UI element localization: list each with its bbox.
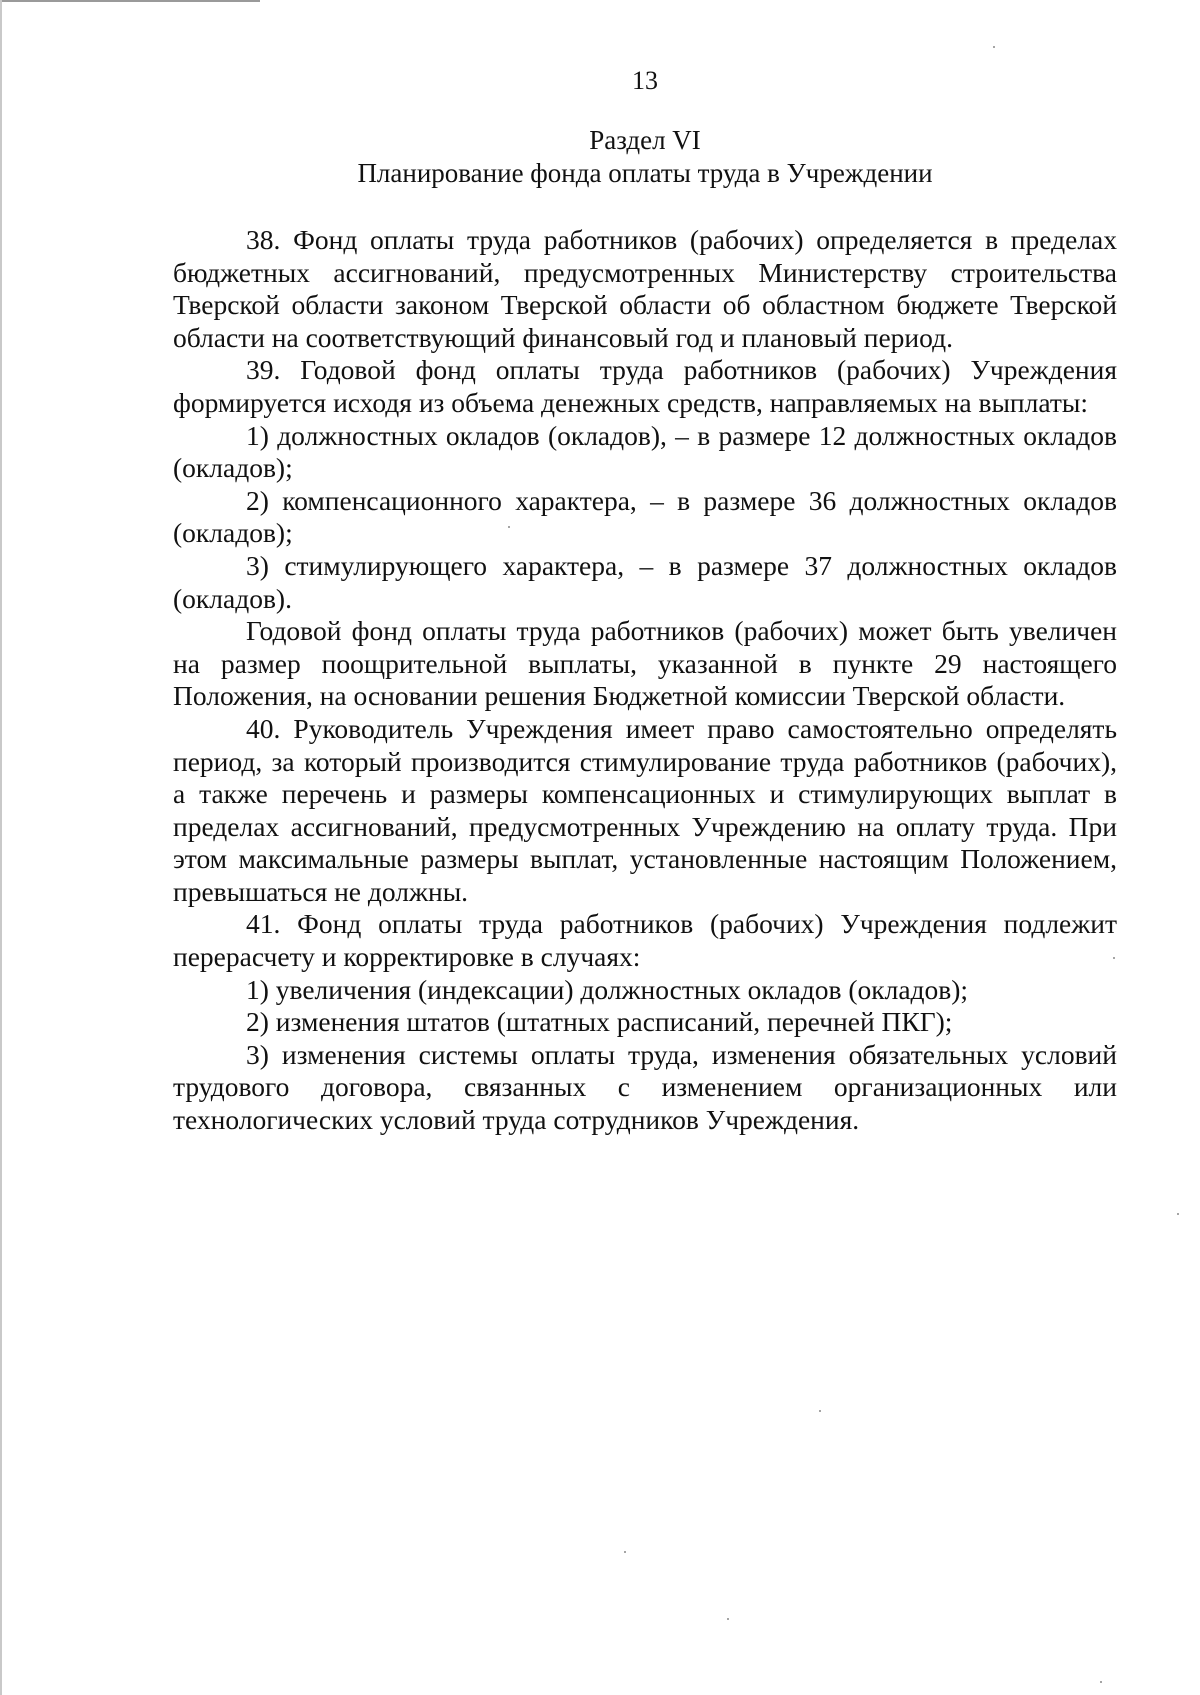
paragraph-38: 38. Фонд оплаты труда работников (рабочих) определяется в пределах бюджетных ассигнований, предусмотренных Министерству строительства Тверской области законом Тверской области об областном бюджете Тверской области на соответствующий финансовый год и плановый период.	[173, 224, 1117, 353]
paragraph-39-item-3: 3) стимулирующего характера, – в размере 37 должностных окладов (окладов).	[173, 549, 1117, 614]
scan-speck	[508, 526, 510, 528]
paragraph-41: 41. Фонд оплаты труда работников (рабочих) Учреждения подлежит перерасчету и корректировке в случаях:	[173, 908, 1117, 973]
scan-speck	[727, 1618, 729, 1620]
paragraph-40: 40. Руководитель Учреждения имеет право самостоятельно определять период, за который производится стимулирование труда работников (рабочих), а также перечень и размеры компенсационных и стимулирующих выплат в пределах ассигнований, предусмотренных Учреждению на оплату труда. При этом максимальные размеры выплат, установленные настоящим Положением, превышаться не должны.	[173, 712, 1117, 907]
scan-edge-left	[0, 0, 2, 1695]
scan-speck	[1177, 1213, 1179, 1215]
paragraph-39-item-1: 1) должностных окладов (окладов), – в размере 12 должностных окладов (окладов);	[173, 419, 1117, 484]
section-label: Раздел VI	[589, 125, 701, 155]
scan-speck	[819, 1410, 821, 1412]
paragraph-41-item-2: 2) изменения штатов (штатных расписаний, перечней ПКГ);	[246, 1006, 953, 1038]
paragraph-39-item-2: 2) компенсационного характера, – в размере 36 должностных окладов (окладов);	[173, 484, 1117, 549]
scan-edge-top	[0, 0, 260, 2]
document-body	[173, 224, 1117, 1137]
scan-speck	[1100, 1681, 1102, 1683]
scan-speck	[993, 46, 995, 48]
scan-speck	[624, 1551, 626, 1553]
page-number: 13	[632, 66, 658, 95]
scan-speck	[1113, 957, 1115, 959]
paragraph-39: 39. Годовой фонд оплаты труда работников (рабочих) Учреждения формируется исходя из объема денежных средств, направляемых на выплаты:	[173, 354, 1117, 418]
paragraph-41-item-1: 1) увеличения (индексации) должностных окладов (окладов);	[246, 973, 969, 1005]
paragraph-41-item-3: 3) изменения системы оплаты труда, изменения обязательных условий трудового договора, связанных с изменением организационных или технологических условий труда сотрудников Учреждения.	[173, 1038, 1117, 1136]
section-title: Планирование фонда оплаты труда в Учреждении	[357, 158, 933, 188]
paragraph-39-note: Годовой фонд оплаты труда работников (рабочих) может быть увеличен на размер поощрительной выплаты, указанной в пункте 29 настоящего Положения, на основании решения Бюджетной комиссии Тверской области.	[173, 615, 1117, 712]
